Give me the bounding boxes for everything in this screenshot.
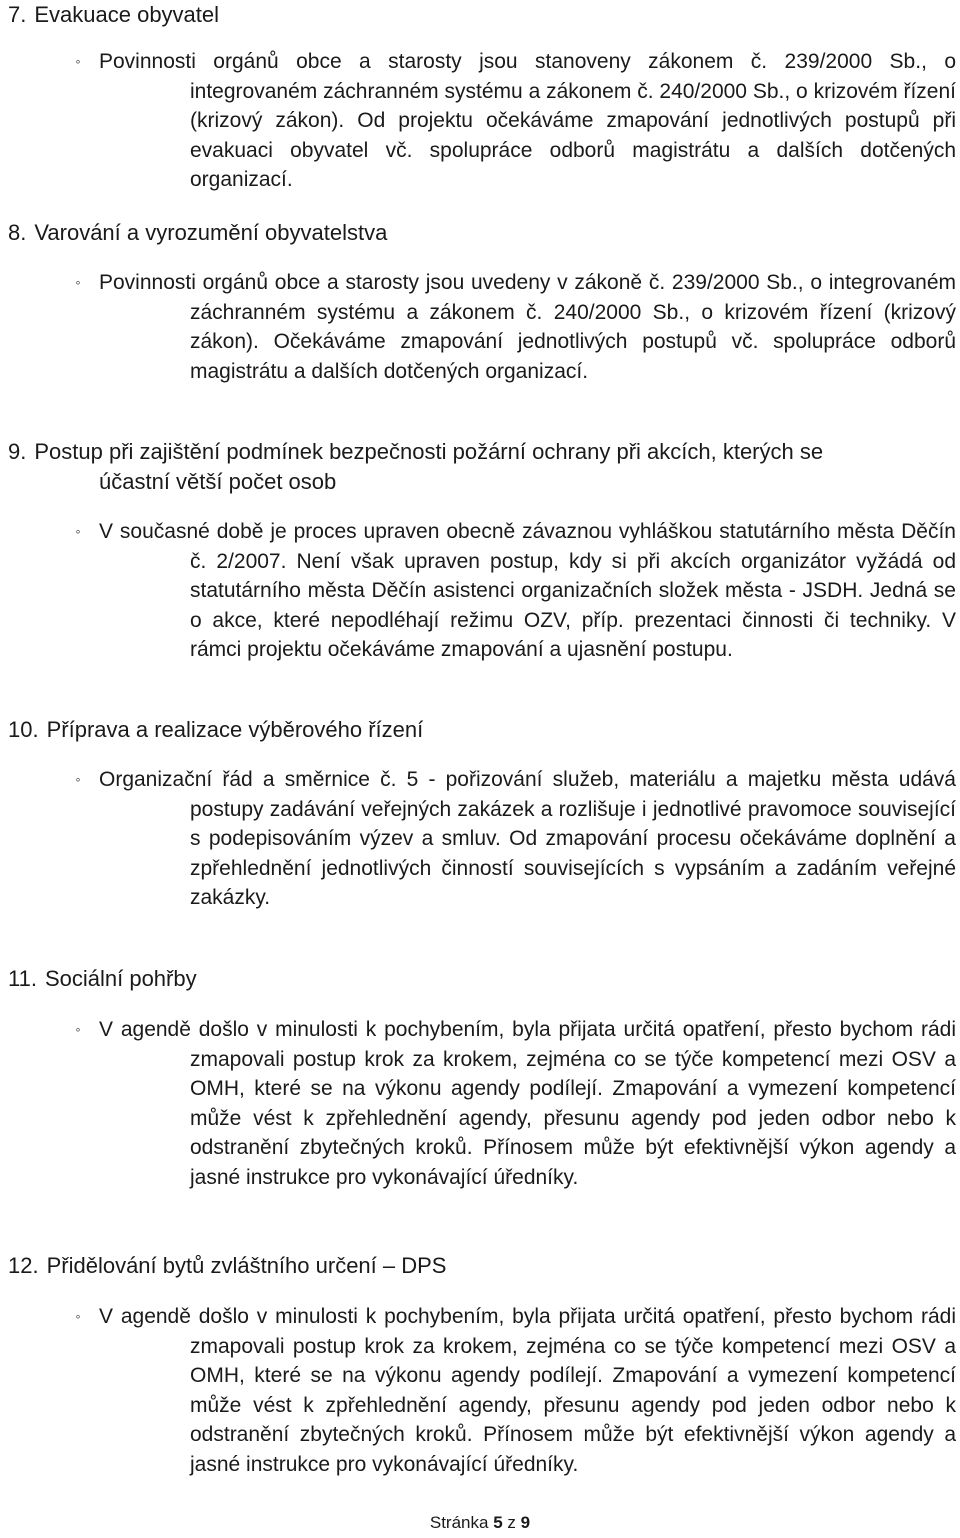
list-item [66,268,956,386]
list-item-text: V agendě došlo v minulosti k pochybením, byla přijata určitá opatření, přesto bychom rádi zmapovali postup krok za krokem, zejména co se týče kompetencí mezi OSV a OMH, které se na výkonu agendy podílejí. Zmapování a vymezení kompetencí může vést k zpřehlednění agendy, přesunu agendy pod jeden odbor nebo k odstranění zbytečných kroků. Přínosem může být efektivnější výkon agendy a jasné instrukce pro vykonávající úředníky. [99,1305,956,1476]
section-number: 10. [8,717,39,742]
section-heading-12 [8,1251,446,1281]
section-number: 12. [8,1253,39,1278]
bullet-icon: ◦ [75,274,81,290]
list-item [66,47,956,195]
section-heading-11 [8,964,197,994]
section-title: Sociální pohřby [44,966,197,991]
bullet-icon: ◦ [75,771,81,787]
section-title: Varování a vyrozumění obyvatelstva [34,220,388,245]
footer-of: z [507,1513,516,1532]
section-heading-7 [8,0,219,30]
section-number: 8. [8,220,27,245]
list-item-text: V současné době je proces upraven obecně závaznou vyhláškou statutárního města Děčín č. 2/2007. Není však upraven postup, kdy si při akcích organizátor vyžádá od statutárního města Děčín asistenci organizačních složek města - JSDH. Jedná se o akce, které nepodléhají režimu OZV, příp. prezentaci činnosti či techniky. V rámci projektu očekáváme zmapování a ujasnění postupu. [99,520,956,661]
list-item-text: V agendě došlo v minulosti k pochybením, byla přijata určitá opatření, přesto bychom rádi zmapovali postup krok za krokem, zejména co se týče kompetencí mezi OSV a OMH, které se na výkonu agendy podílejí. Zmapování a vymezení kompetencí může vést k zpřehlednění agendy, přesunu agendy pod jeden odbor nebo k odstranění zbytečných kroků. Přínosem může být efektivnější výkon agendy a jasné instrukce pro vykonávající úředníky. [99,1018,956,1189]
list-item-text: Organizační řád a směrnice č. 5 - pořizování služeb, materiálu a majetku města udává postupy zadávání veřejných zakázek a rozlišuje i jednotlivé pravomoce související s podepisováním výzev a smluv. Od zmapování procesu očekáváme doplnění a zpřehlednění jednotlivých činností souvisejících s vypsáním a zadáním veřejné zakázky. [99,768,956,909]
list-item-text: Povinnosti orgánů obce a starosty jsou stanoveny zákonem č. 239/2000 Sb., o integrovaném záchranném systému a zákonem č. 240/2000 Sb., o krizovém řízení (krizový zákon). Od projektu očekáváme zmapování jednotlivých postupů při evakuaci obyvatel vč. spolupráce odborů magistrátu a dalších dotčených organizací. [99,50,956,191]
list-item [66,517,956,665]
section-heading-9 [8,437,823,497]
bullet-icon: ◦ [75,1308,81,1324]
section-title: Evakuace obyvatel [34,2,220,27]
section-title-continuation: účastní větší počet osob [99,469,337,494]
section-heading-10 [8,715,423,745]
section-number: 7. [8,2,27,27]
footer-label: Stránka [429,1513,489,1532]
bullet-icon: ◦ [75,523,81,539]
footer-page-number: 5 [493,1513,503,1532]
section-title: Příprava a realizace výběrového řízení [46,717,424,742]
section-title: Postup při zajištění podmínek bezpečnosti požární ochrany při akcích, kterých se [34,439,824,464]
section-number: 9. [8,439,27,464]
section-number: 11. [8,966,37,991]
list-item [66,1015,956,1192]
bullet-icon: ◦ [75,1021,81,1037]
list-item [66,765,956,913]
footer-total-pages: 9 [520,1513,531,1532]
section-title: Přidělování bytů zvláštního určení – DPS [46,1253,447,1278]
list-item [66,1302,956,1479]
list-item-text: Povinnosti orgánů obce a starosty jsou uvedeny v zákoně č. 239/2000 Sb., o integrovaném záchranném systému a zákonem č. 240/2000 Sb., o krizovém řízení (krizový zákon). Očekáváme zmapování jednotlivých postupů vč. spolupráce odborů magistrátu a dalších dotčených organizací. [99,271,956,383]
bullet-icon: ◦ [75,53,81,69]
section-heading-8 [8,218,387,248]
page-footer [0,1512,960,1534]
